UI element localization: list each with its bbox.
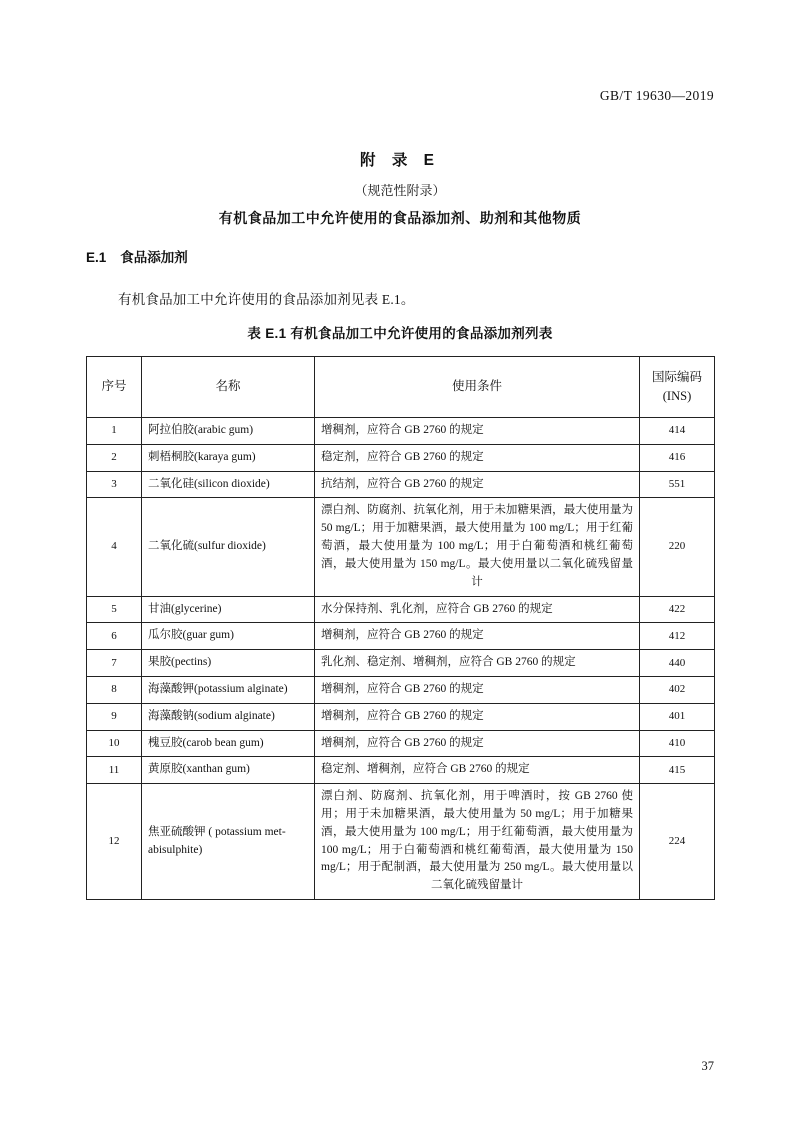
cell-condition: 增稠剂，应符合 GB 2760 的规定 xyxy=(315,418,640,445)
table-row xyxy=(87,418,715,445)
cell-no: 12 xyxy=(87,784,142,900)
section-paragraph: 有机食品加工中允许使用的食品添加剂见表 E.1。 xyxy=(118,292,415,307)
cell-no: 10 xyxy=(87,730,142,757)
header-ins-line1: 国际编码 xyxy=(651,369,702,384)
cell-no: 6 xyxy=(87,623,142,650)
table-row xyxy=(87,730,715,757)
cell-ins: 416 xyxy=(640,444,715,471)
cell-ins: 440 xyxy=(640,650,715,677)
standard-header: GB/T 19630—2019 xyxy=(599,88,714,103)
cell-ins: 402 xyxy=(640,676,715,703)
cell-name: 果胶(pectins) xyxy=(142,650,315,677)
cell-condition: 漂白剂、防腐剂、抗氧化剂，用于啤酒时，按 GB 2760 使用；用于未加糖果酒，最大使用量为 50 mg/L；用于加糖果酒，最大使用量为 100 mg/L；用于红葡萄酒，最大使用量为 100 mg/L；用于白葡萄酒和桃红葡萄酒，最大使用量为 150 mg/L；用于配制酒，最大使用量为 250 mg/L。最大使用量以二氧化硫残留量计 xyxy=(315,784,640,900)
table-row xyxy=(87,676,715,703)
cell-condition: 稳定剂、增稠剂，应符合 GB 2760 的规定 xyxy=(315,757,640,784)
header-ins xyxy=(640,357,715,418)
table-header-row xyxy=(87,357,715,418)
cell-no: 5 xyxy=(87,596,142,623)
additives-table xyxy=(86,356,715,900)
header-name: 名称 xyxy=(142,357,315,418)
cell-condition: 乳化剂、稳定剂、增稠剂，应符合 GB 2760 的规定 xyxy=(315,650,640,677)
annex-title: 有机食品加工中允许使用的食品添加剂、助剂和其他物质 xyxy=(218,210,582,226)
cell-ins: 410 xyxy=(640,730,715,757)
section-heading-text: 食品添加剂 xyxy=(120,250,188,265)
table-row xyxy=(87,444,715,471)
cell-no: 2 xyxy=(87,444,142,471)
cell-condition: 增稠剂，应符合 GB 2760 的规定 xyxy=(315,676,640,703)
header-no: 序号 xyxy=(87,357,142,418)
cell-name: 黄原胶(xanthan gum) xyxy=(142,757,315,784)
cell-condition: 稳定剂，应符合 GB 2760 的规定 xyxy=(315,444,640,471)
table-row xyxy=(87,757,715,784)
cell-name: 阿拉伯胶(arabic gum) xyxy=(142,418,315,445)
table-row xyxy=(87,596,715,623)
section-heading xyxy=(86,246,188,266)
table-row xyxy=(87,784,715,900)
header-condition: 使用条件 xyxy=(315,357,640,418)
section-number: E.1 xyxy=(86,250,107,265)
table-row xyxy=(87,623,715,650)
annex-type: （规范性附录） xyxy=(354,183,446,198)
cell-name: 海藻酸钠(sodium alginate) xyxy=(142,703,315,730)
cell-ins: 412 xyxy=(640,623,715,650)
cell-condition: 漂白剂、防腐剂、抗氧化剂，用于未加糖果酒，最大使用量为 50 mg/L；用于加糖果酒，最大使用量为 100 mg/L；用于红葡萄酒，最大使用量为 100 mg/L；用于白葡萄酒和桃红葡萄酒，最大使用量为 150 mg/L。最大使用量以二氧化硫残留量计 xyxy=(315,498,640,596)
cell-condition: 抗结剂，应符合 GB 2760 的规定 xyxy=(315,471,640,498)
cell-ins: 414 xyxy=(640,418,715,445)
cell-name: 刺梧桐胶(karaya gum) xyxy=(142,444,315,471)
cell-name: 焦亚硫酸钾 ( potassium met-abisulphite) xyxy=(142,784,315,900)
cell-ins: 401 xyxy=(640,703,715,730)
cell-no: 7 xyxy=(87,650,142,677)
cell-ins: 415 xyxy=(640,757,715,784)
page-number: 37 xyxy=(701,1059,714,1073)
cell-name: 甘油(glycerine) xyxy=(142,596,315,623)
cell-ins: 224 xyxy=(640,784,715,900)
cell-name: 海藻酸钾(potassium alginate) xyxy=(142,676,315,703)
cell-ins: 422 xyxy=(640,596,715,623)
page-content xyxy=(86,0,714,1136)
cell-name: 二氧化硅(silicon dioxide) xyxy=(142,471,315,498)
table-row xyxy=(87,471,715,498)
table-row xyxy=(87,703,715,730)
cell-condition: 增稠剂，应符合 GB 2760 的规定 xyxy=(315,730,640,757)
cell-name: 二氧化硫(sulfur dioxide) xyxy=(142,498,315,596)
annex-label: 附 录 E xyxy=(360,152,440,169)
table-caption: 表 E.1 有机食品加工中允许使用的食品添加剂列表 xyxy=(247,326,553,341)
header-ins-line2: (INS) xyxy=(662,389,692,403)
cell-no: 1 xyxy=(87,418,142,445)
cell-no: 11 xyxy=(87,757,142,784)
cell-name: 槐豆胶(carob bean gum) xyxy=(142,730,315,757)
table-row xyxy=(87,498,715,596)
cell-condition: 增稠剂，应符合 GB 2760 的规定 xyxy=(315,703,640,730)
cell-no: 8 xyxy=(87,676,142,703)
cell-ins: 551 xyxy=(640,471,715,498)
cell-ins: 220 xyxy=(640,498,715,596)
cell-name: 瓜尔胶(guar gum) xyxy=(142,623,315,650)
cell-no: 3 xyxy=(87,471,142,498)
cell-no: 9 xyxy=(87,703,142,730)
cell-condition: 水分保持剂、乳化剂，应符合 GB 2760 的规定 xyxy=(315,596,640,623)
annex-title-block xyxy=(86,148,714,228)
cell-condition: 增稠剂，应符合 GB 2760 的规定 xyxy=(315,623,640,650)
table-row xyxy=(87,650,715,677)
cell-no: 4 xyxy=(87,498,142,596)
